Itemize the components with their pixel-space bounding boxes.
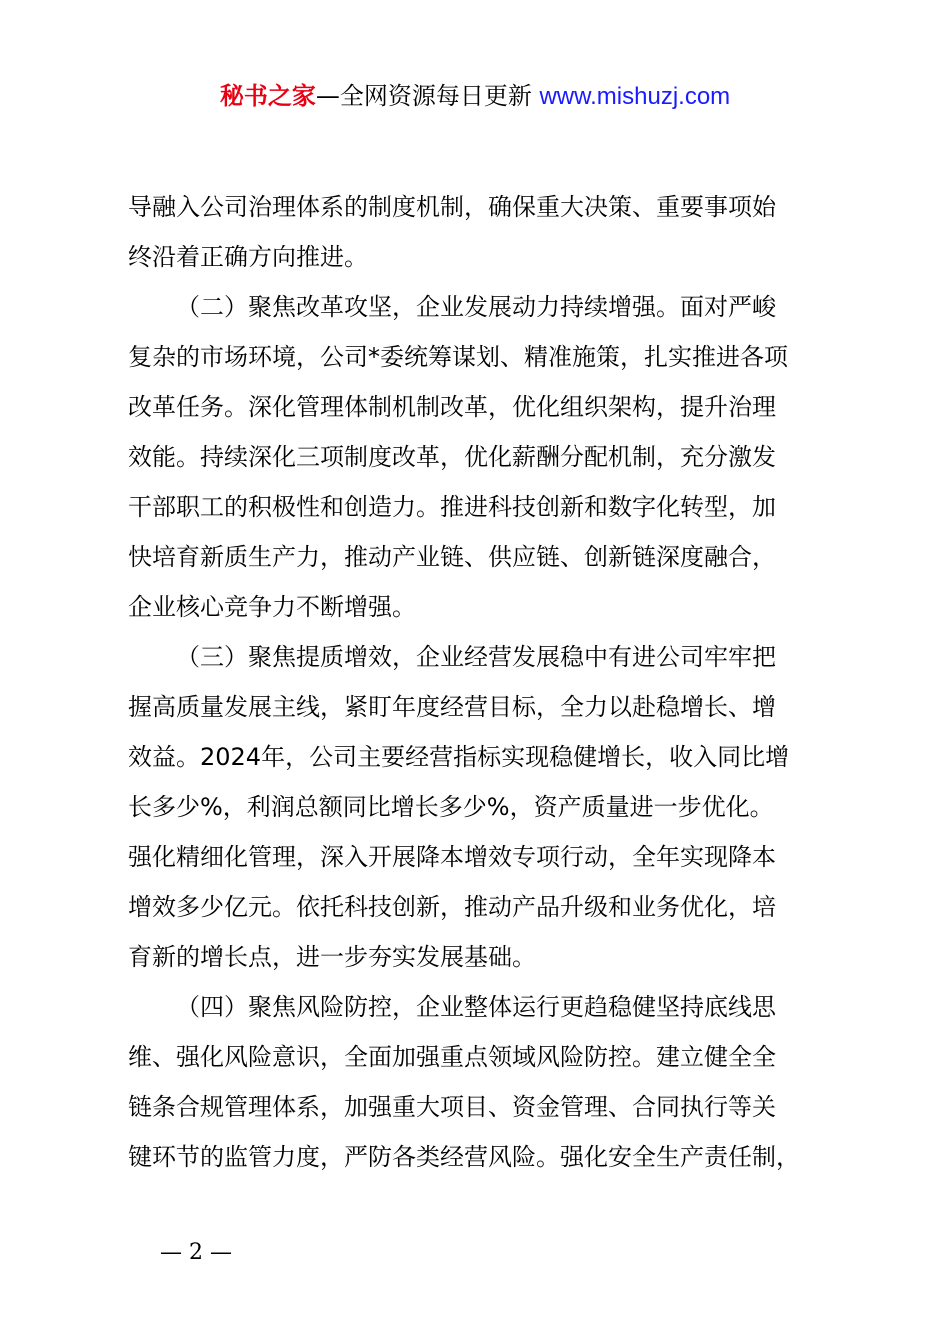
text-line: 维、强化风险意识，全面加强重点领域风险防控。建立健全全 [128, 1043, 776, 1071]
section-heading-line: （二）聚焦改革攻坚，企业发展动力持续增强。面对严峻 [176, 293, 776, 321]
text-line: 干部职工的积极性和创造力。推进科技创新和数字化转型，加 [128, 493, 776, 521]
text-line: 键环节的监管力度，严防各类经营风险。强化安全生产责任制， [128, 1143, 800, 1171]
text-line: 长多少%，利润总额同比增长多少%，资产质量进一步优化。 [128, 793, 774, 821]
text-line: 效能。持续深化三项制度改革，优化薪酬分配机制，充分激发 [128, 443, 776, 471]
section-heading-line: （四）聚焦风险防控，企业整体运行更趋稳健坚持底线思 [176, 993, 776, 1021]
site-brand: 秘书之家 [219, 82, 316, 110]
text-line: 终沿着正确方向推进。 [128, 243, 368, 271]
page-number: — 2 — [160, 1240, 232, 1265]
section-heading-line: （三）聚焦提质增效，企业经营发展稳中有进公司牢牢把 [176, 643, 776, 671]
text-line: 导融入公司治理体系的制度机制，确保重大决策、重要事项始 [128, 193, 776, 221]
site-header [0, 78, 950, 115]
text-line: 企业核心竞争力不断增强。 [128, 593, 416, 621]
text-line: 育新的增长点，进一步夯实发展基础。 [128, 943, 536, 971]
site-url-link[interactable]: www.mishuzj.com [539, 83, 731, 110]
text-line: 握高质量发展主线，紧盯年度经营目标，全力以赴稳增长、增 [128, 693, 776, 721]
document-body [128, 182, 840, 1182]
text-line: 改革任务。深化管理体制机制改革，优化组织架构，提升治理 [128, 393, 776, 421]
text-line: 效益。2024年，公司主要经营指标实现稳健增长，收入同比增 [128, 743, 790, 771]
text-line: 增效多少亿元。依托科技创新，推动产品升级和业务优化，培 [128, 893, 776, 921]
text-line: 链条合规管理体系，加强重大项目、资金管理、合同执行等关 [128, 1093, 776, 1121]
text-line: 强化精细化管理，深入开展降本增效专项行动，全年实现降本 [128, 843, 776, 871]
site-tagline: —全网资源每日更新 [315, 82, 532, 110]
text-line: 复杂的市场环境，公司*委统筹谋划、精准施策，扎实推进各项 [128, 343, 788, 371]
text-line: 快培育新质生产力，推动产业链、供应链、创新链深度融合， [128, 543, 776, 571]
